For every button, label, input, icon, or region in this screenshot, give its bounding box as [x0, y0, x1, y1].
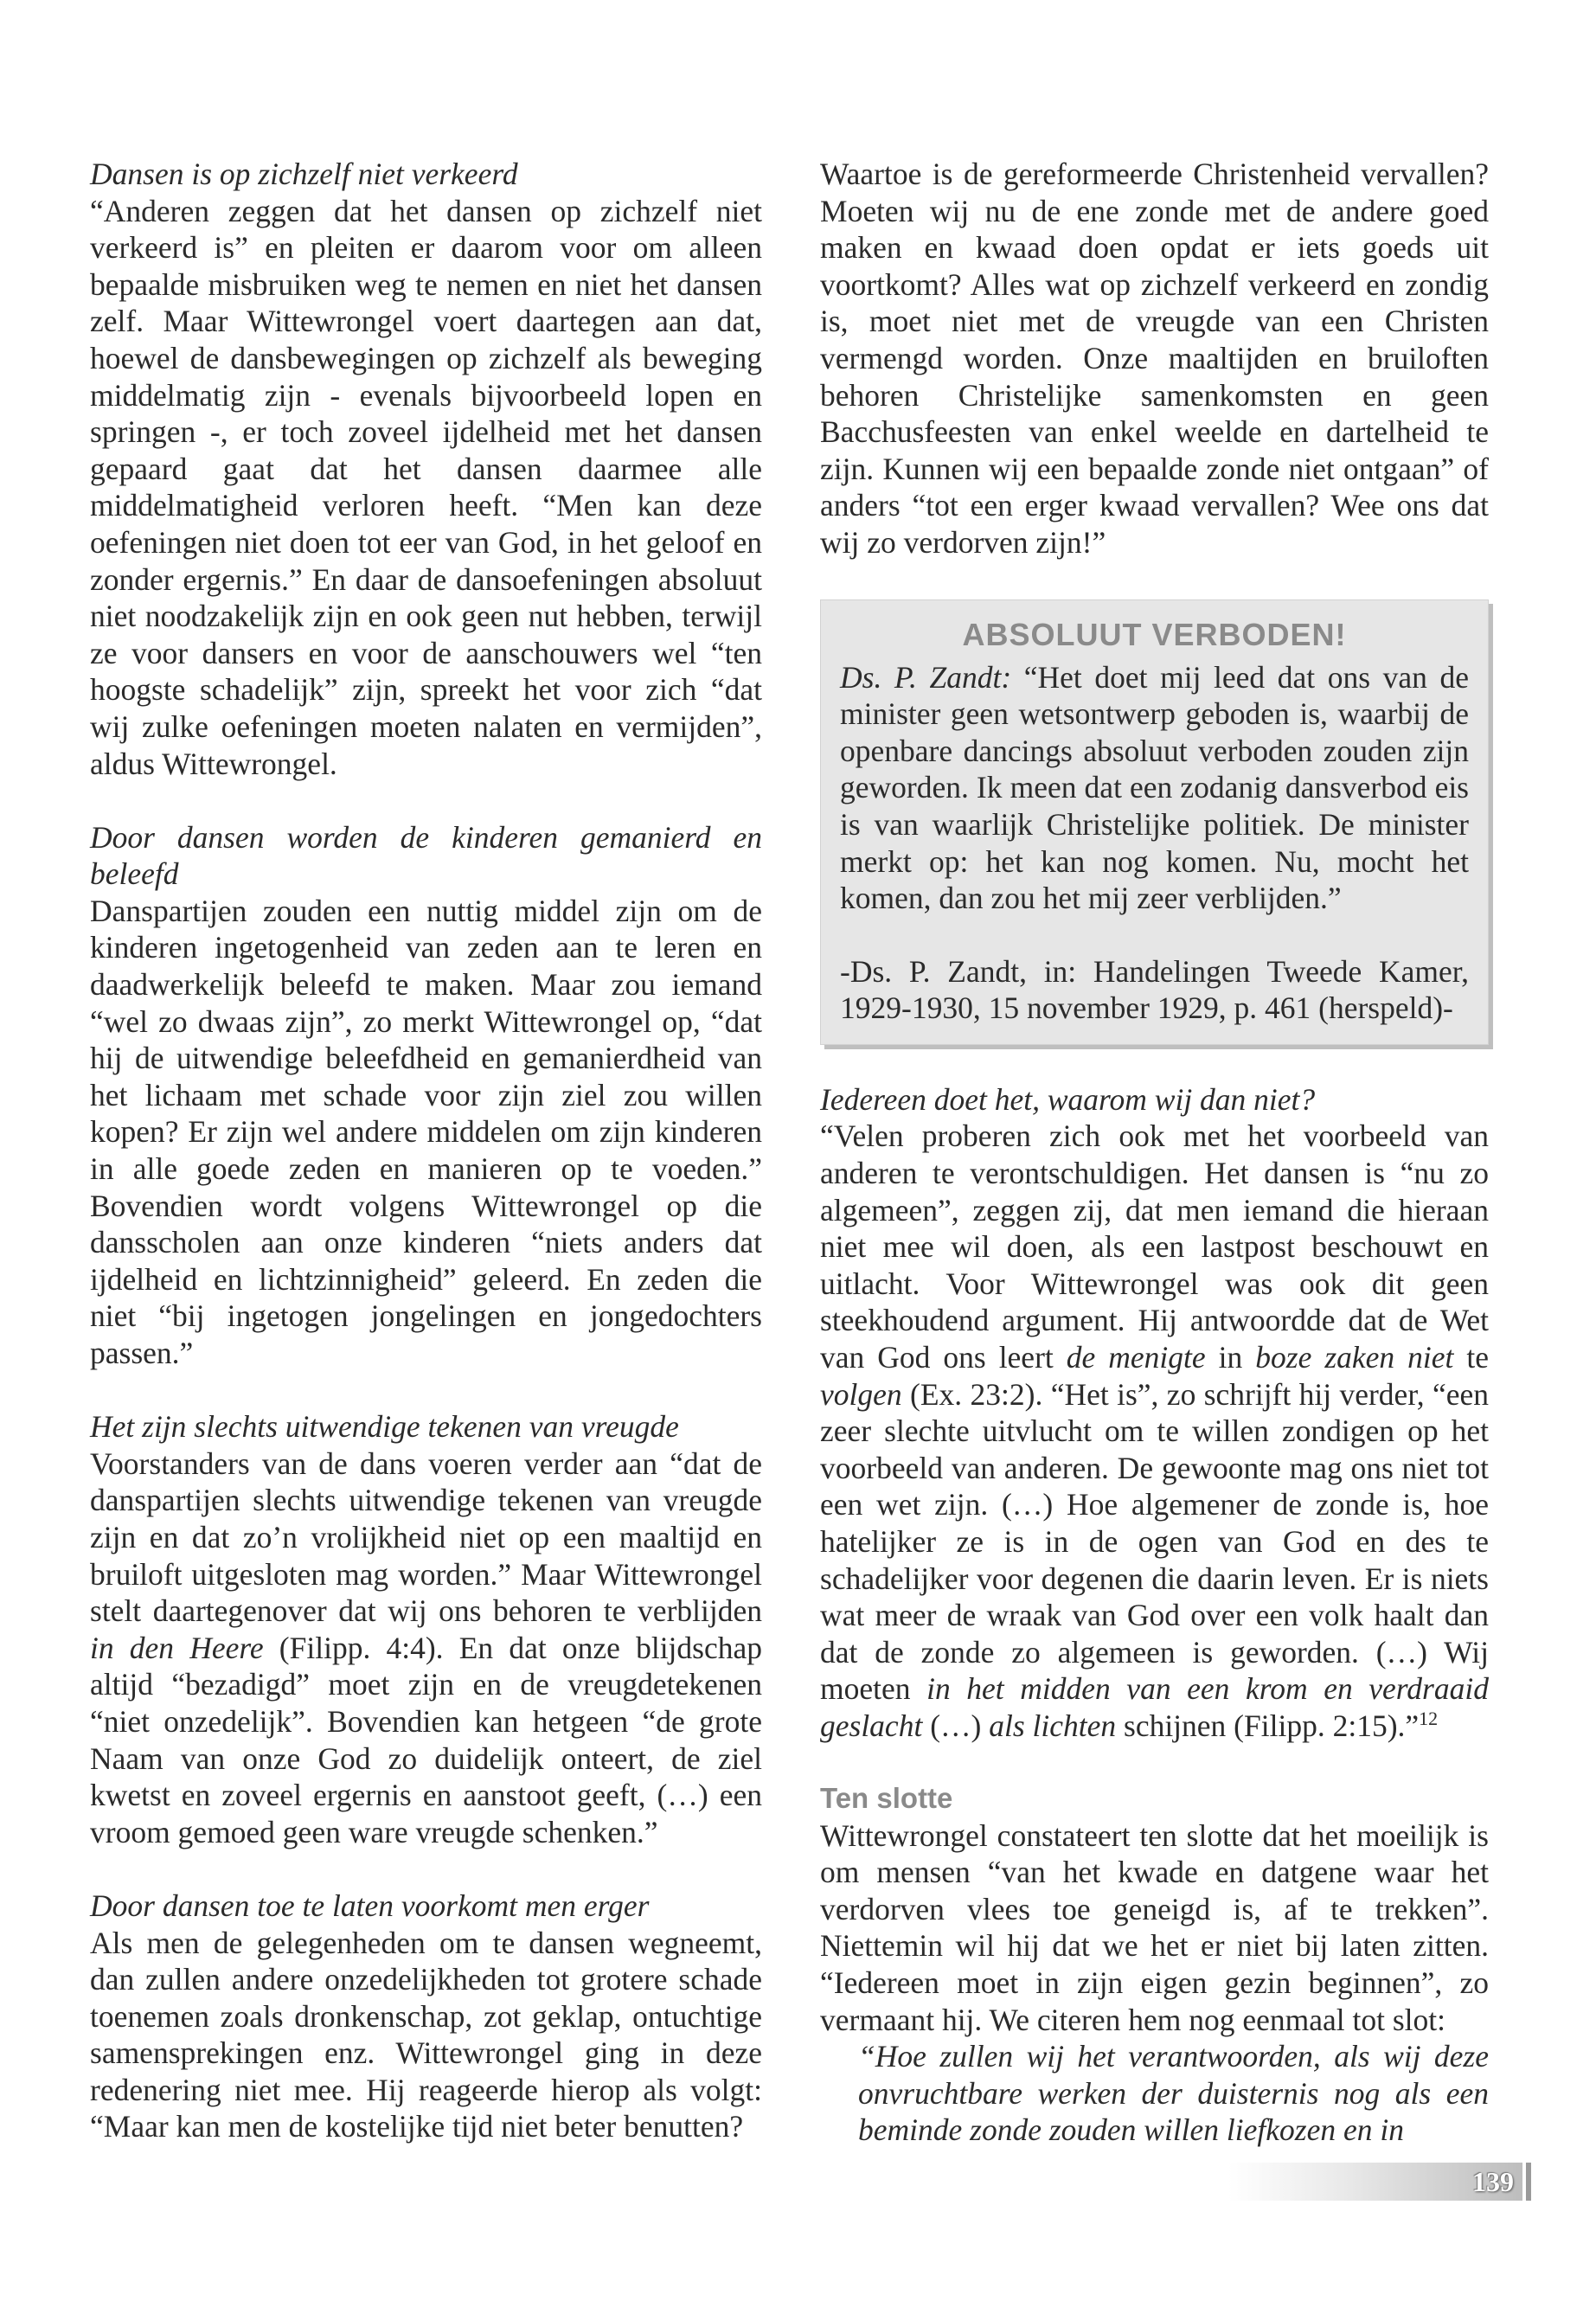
section-voorkomt-erger	[90, 1888, 762, 2145]
body-text: (Filipp. 4:4). En dat onze blijdschap altijd “bezadigd” moet zijn en de vreugdetekenen “niet onzedelijk”. Bovendien kan hetgeen “de grote Naam van onze God zo duidelijk onteert, de ziel kwetst en zoveel ergernis en aanstoot geeft, (…) een vroom gemoed geen ware vreugde schenken.”	[90, 1630, 762, 1849]
body-text: (Ex. 23:2). “Het is”, zo schrijft hij verder, “een zeer slechte uitvlucht om te willen zondigen op het voorbeeld van anderen. De gewoonte mag ons niet tot een wet zijn. (…) Hoe algemener de zonde is, hoe hatelijker ze is in de ogen van God en des te schadelijker voor degenen die daarin leven. Er is niets wat meer de wraak van God over een volk haalt dan dat de zonde zo algemeen is geworden. (…) Wij moeten	[820, 1376, 1489, 1707]
section-heading: Het zijn slechts uitwendige tekenen van vreugde	[90, 1409, 679, 1445]
body-italic: de menigte	[1066, 1340, 1206, 1375]
section-body: Danspartijen zouden een nuttig middel zijn om de kinderen ingetogenheid van zeden aan te leren en daadwerkelijk beleefd te maken. Maar zou iemand “wel zo dwaas zijn”, zo merkt Wittewrongel op, “dat hij de uitwendige beleefdheid en gemanierdheid van het lichaam met schade voor zijn ziel zou willen kopen? Er zijn wel andere middelen om zijn kinderen in alle goede zeden en manieren op te voeden.” Bovendien wordt volgens Wittewrongel op die dansscholen aan onze kinderen “niets anders dat ijdelheid en lichtzinnigheid” geleerd. En zeden die niet “bij ingetogen jongelingen en jongedochters passen.”	[90, 893, 762, 1370]
box-speaker: Ds. P. Zandt:	[840, 659, 1012, 695]
section-heading: Iedereen doet het, waarom wij dan niet?	[820, 1081, 1316, 1117]
ten-slotte-body: Wittewrongel constateert ten slotte dat het moeilijk is om mensen “van het kwade en datgene waar het verdorven vlees toe geneigd is, af te trekken”. Niettemin wil hij dat we het er niet bij laten zitten. “Iedereen moet in zijn eigen gezin beginnen”, zo vermaant hij. We citeren hem nog eenmaal tot slot:	[820, 1817, 1489, 2037]
section-heading: Dansen is op zichzelf niet verkeerd	[90, 157, 518, 191]
section-iedereen-doet-het	[820, 1081, 1489, 1745]
continued-text: Waartoe is de gereformeerde Christenheid vervallen? Moeten wij nu de ene zonde met de andere goed maken en kwaad doen opdat er iets goeds uit voortkomt? Alles wat op zichzelf verkeerd en zondig is, moet niet met de vreugde van een Christen vermengd worden. Onze maaltijden en bruiloften behoren Christelijke samenkomsten en geen Bacchusfeesten van enkel weelde en dartelheid te zijn. Kunnen wij een bepaalde zonde niet ontgaan” of anders “tot een erger kwaad vervallen? Wee ons dat wij zo verdorven zijn!”	[820, 157, 1489, 560]
body-text: schijnen (Filipp. 2:15).”	[1116, 1708, 1420, 1743]
body-text: in	[1205, 1340, 1256, 1375]
section-kinderen-gemanierd	[90, 819, 762, 1372]
closing-quote: “Hoe zullen wij het verantwoorden, als wij deze onvruchtbare werken der duisternis nog als een beminde zonde zouden willen liefkozen en in	[858, 2039, 1489, 2148]
section-body: “Anderen zeggen dat het dansen op zichzelf niet verkeerd is” en pleiten er daarom voor om alleen bepaalde misbruiken weg te nemen en niet het dansen zelf. Maar Wittewrongel voert daartegen aan dat, hoewel de dansbewegingen op zichzelf als beweging middelmatig zijn - evenals bijvoorbeeld lopen en springen -, er toch zoveel ijdelheid met het dansen gepaard gaat dat het dansen daarmee alle middelmatigheid verloren heeft. “Men kan deze oefeningen niet doen tot eer van God, in het geloof en zonder ergernis.” En daar de dansoefeningen absoluut niet noodzakelijk zijn en ook geen nut hebben, terwijl ze voor dansers en voor de aanschouwers wel “ten hoogste schadelijk” zijn, spreekt het voor zich “dat wij zulke oefeningen moeten nalaten en vermijden”, aldus Wittewrongel.	[90, 193, 762, 781]
section-body	[820, 1118, 1489, 1744]
body-italic: in het midden van een krom en verdraaid geslacht	[820, 1671, 1489, 1743]
section-heading: Door dansen toe te laten voorkomt men erger	[90, 1888, 650, 1923]
box-quote-text: “Het doet mij leed dat ons van de minister geen wetsontwerp geboden is, waarbij de openbare dancings absoluut verboden zouden zijn geworden. Ik meen dat een zodanig dansverbod eis is van waarlijk Christelijke politiek. De minister merkt op: het kan nog komen. Nu, mocht het komen, dan zou het mij zeer verblijden.”	[840, 659, 1469, 916]
body-italic: als lichten	[989, 1708, 1117, 1743]
body-italic: in den Heere	[90, 1630, 264, 1665]
right-column	[820, 156, 1489, 2149]
body-text: Voorstanders van de dans voeren verder aan “dat de danspartijen slechts uitwendige tekenen van vreugde zijn en dat zo’n vrolijkheid niet op een maaltijd en bruiloft uitgesloten mag worden.” Maar Wittewrongel stelt daartegenover dat wij ons behoren te verblijden	[90, 1445, 762, 1629]
section-dansen-niet-verkeerd	[90, 156, 762, 782]
section-body	[90, 1445, 762, 1851]
section-body: Als men de gelegenheden om te dansen wegneemt, dan zullen andere onzedelijkheden tot grotere schade toenemen zoals dronkenschap, zot geklap, ontuchtige samensprekingen enz. Wittewrongel ging in deze redenering niet mee. Hij reageerde hierop als volgt: “Maar kan men de kostelijke tijd niet beter benutten?	[90, 1925, 762, 2144]
section-heading-ten-slotte: Ten slotte	[820, 1781, 953, 1814]
box-title: ABSOLUUT VERBODEN!	[962, 616, 1347, 652]
body-text: “Velen proberen zich ook met het voorbeeld van anderen te verontschuldigen. Het dansen is “nu zo algemeen”, zeggen zij, dat men iemand die hieraan niet mee wil doen, als een lastpost beschouwt en uitlacht. Voor Wittewrongel was ook dit geen steekhoudend argument. Hij antwoordde dat de Wet van God ons leert	[820, 1118, 1489, 1375]
body-italic: volgen	[820, 1376, 902, 1412]
section-heading: Door dansen worden de kinderen gemanierd en beleefd	[90, 819, 762, 892]
body-text: (…)	[922, 1708, 990, 1743]
page-number: 139	[1472, 2166, 1514, 2197]
section-uitwendige-tekenen	[90, 1408, 762, 1850]
body-text: te	[1453, 1340, 1489, 1375]
left-column	[90, 156, 762, 2145]
footnote-ref[interactable]: 12	[1419, 1708, 1439, 1730]
box-source: -Ds. P. Zandt, in: Handelingen Tweede Kamer, 1929-1930, 15 november 1929, p. 461 (herspeld)-	[840, 953, 1469, 1026]
box-quote	[840, 659, 1469, 917]
body-italic: boze zaken niet	[1255, 1340, 1454, 1375]
sidebar-box	[820, 599, 1489, 1045]
footer-tick	[1526, 2163, 1531, 2201]
